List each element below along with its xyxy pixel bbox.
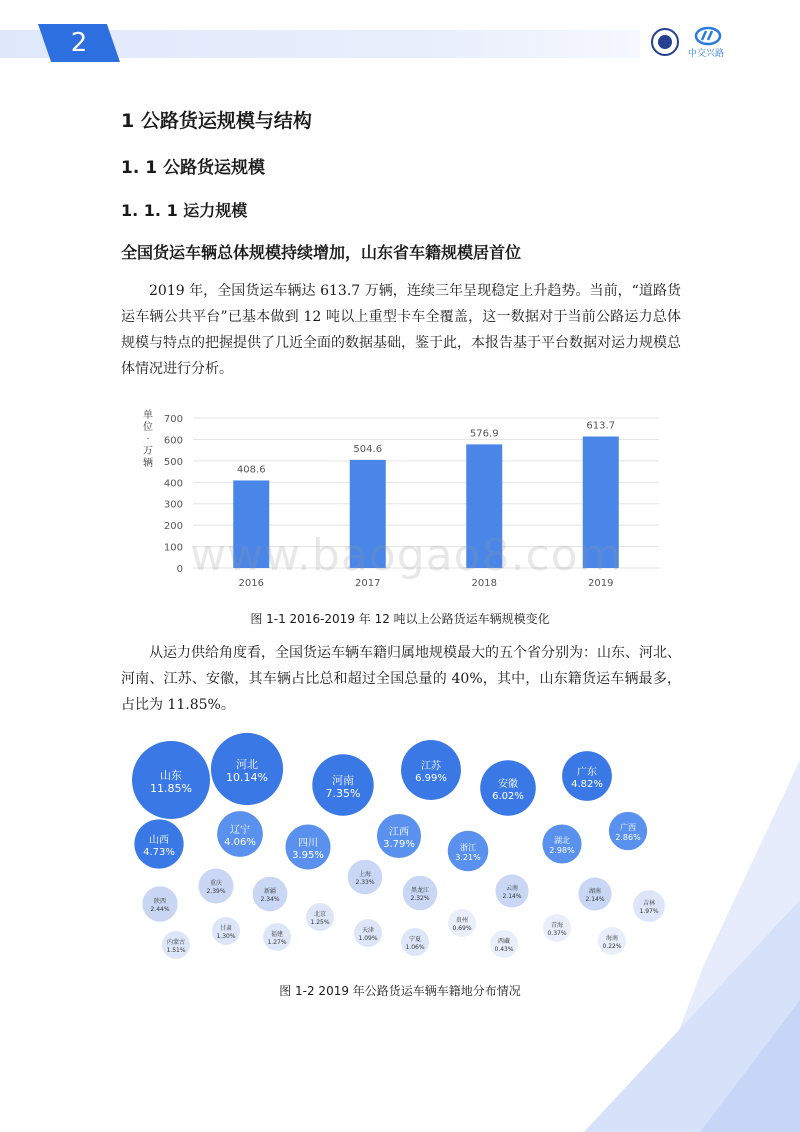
bubble-value: 2.44%: [150, 906, 170, 913]
emblem-logo: [651, 28, 679, 56]
bubble-value: 7.35%: [325, 787, 361, 800]
data-label: 408.6: [236, 464, 266, 476]
bubble-value: 0.37%: [547, 930, 567, 937]
bubble-name: 山西: [149, 835, 169, 846]
bubble-value: 1.97%: [639, 908, 659, 915]
bubble-value: 3.79%: [383, 839, 415, 850]
figure-caption-1: 图 1-1 2016-2019 年 12 吨以上公路货运车辆规模变化: [250, 612, 550, 626]
y-axis-label: 万: [143, 446, 153, 457]
y-tick-label: 400: [163, 478, 183, 490]
bubble-name: 山东: [160, 769, 182, 782]
province-bubble-chart: [121, 732, 681, 972]
bubble-name: 西藏: [497, 938, 511, 945]
y-tick-label: 100: [163, 542, 183, 554]
bubble-name: 宁夏: [408, 936, 422, 943]
bubble-value: 1.30%: [216, 933, 236, 940]
bubble-value: 1.09%: [358, 935, 378, 942]
bubble-value: 0.69%: [452, 925, 472, 932]
bubble-name: 内蒙古: [166, 939, 186, 946]
y-axis-label: 单: [143, 410, 153, 421]
body-paragraph-2: 从运力供给角度看，全国货运车辆车籍归属地规模最大的五个省分别为：山东、河北、河南、江苏、安徽，其车辆占比总和超过全国总量的 40%，其中，山东籍货运车辆最多，占比为 11.85%。: [121, 645, 681, 713]
bubble-name: 重庆: [209, 880, 223, 887]
subsection-heading: 1. 1 公路货运规模: [121, 158, 265, 178]
x-tick-label: 2019: [588, 578, 614, 589]
bubble-value: 2.86%: [615, 833, 641, 842]
bubble-name: 新疆: [263, 888, 277, 895]
bubble-value: 2.32%: [410, 895, 430, 902]
y-axis-label: ·: [146, 434, 150, 445]
bubble-value: 6.02%: [492, 791, 524, 802]
bubble-name: 青海: [550, 922, 564, 929]
bubble-name: 江苏: [421, 761, 441, 772]
y-tick-label: 500: [163, 456, 183, 468]
bubble-name: 湖南: [588, 888, 602, 895]
bubble-value: 3.95%: [292, 850, 324, 861]
bubble-name: 北京: [313, 911, 327, 918]
bubble-value: 0.43%: [494, 946, 514, 953]
bubble-value: 1.27%: [267, 939, 287, 946]
body-paragraph-1: 2019 年，全国货运车辆达 613.7 万辆，连续三年呈现稳定上升趋势。当前，“道路货运车辆公共平台”已基本做到 12 吨以上重型卡车全覆盖，这一数据对于当前公路运力总体规模与特点的把握提供了几近全面的数据基础，鉴于此，本报告基于平台数据对运力规模总体情况进行分析。: [121, 283, 681, 377]
y-axis-label: 位: [143, 422, 153, 433]
y-tick-label: 700: [163, 414, 183, 425]
bubble-value: 4.06%: [224, 837, 256, 848]
y-tick-label: 600: [163, 435, 183, 447]
bubble-name: 吉林: [642, 900, 656, 907]
bubble-value: 4.82%: [571, 779, 603, 790]
data-label: 504.6: [353, 443, 383, 455]
data-label: 613.7: [586, 420, 616, 432]
bubble-value: 1.51%: [166, 947, 186, 954]
bubble-value: 2.98%: [549, 846, 575, 855]
topic-heading: 全国货运车辆总体规模持续增加，山东省车籍规模居首位: [121, 243, 522, 262]
watermark: www.baogao8.com: [190, 530, 623, 581]
bubble-name: 上海: [358, 871, 372, 878]
section-heading: 1 公路货运规模与结构: [121, 110, 312, 132]
bubble-name: 江西: [389, 827, 409, 838]
x-tick-label: 2018: [471, 578, 497, 589]
bubble-name: 甘肃: [219, 925, 233, 932]
bubble-name: 黑龙江: [410, 887, 430, 894]
bubble-name: 河南: [332, 774, 354, 787]
bubble-value: 1.25%: [310, 919, 330, 926]
y-axis-label: 辆: [143, 458, 153, 469]
y-tick-label: 0: [176, 564, 183, 575]
bubble-value: 2.39%: [206, 888, 226, 895]
bubble-name: 福建: [270, 931, 284, 938]
y-tick-label: 300: [163, 499, 183, 511]
company-logo-text: 中交兴路: [688, 49, 725, 59]
bubble-name: 陕西: [153, 898, 167, 905]
bubble-value: 11.85%: [150, 782, 192, 795]
data-label: 576.9: [469, 428, 499, 440]
bubble-name: 辽宁: [230, 825, 250, 836]
subsubsection-heading: 1. 1. 1 运力规模: [121, 201, 248, 220]
bubble-name: 安徽: [498, 779, 518, 790]
x-tick-label: 2017: [355, 578, 381, 589]
bubble-value: 2.14%: [585, 896, 605, 903]
bubble-value: 4.73%: [143, 847, 175, 858]
bubble-name: 广西: [620, 823, 636, 832]
bubble-name: 贵州: [455, 917, 469, 924]
bubble-name: 湖北: [554, 836, 570, 845]
bubble-value: 2.33%: [355, 879, 375, 886]
bubble-value: 10.14%: [226, 771, 268, 784]
bubble-name: 天津: [361, 927, 375, 934]
bubble-value: 2.34%: [260, 896, 280, 903]
bubble-name: 四川: [298, 838, 318, 849]
y-tick-label: 200: [163, 521, 183, 533]
bubble-value: 1.06%: [405, 944, 425, 951]
bubble-value: 6.99%: [415, 773, 447, 784]
bubble-value: 3.21%: [455, 853, 481, 862]
bubble-name: 广东: [577, 767, 597, 778]
chapter-number: 2: [70, 28, 88, 58]
x-tick-label: 2016: [238, 578, 264, 589]
company-logo-icon: [694, 26, 722, 46]
bubble-value: 0.22%: [602, 943, 622, 950]
bubble-name: 浙江: [460, 843, 476, 852]
bubble-name: 河北: [236, 758, 258, 771]
bubble-value: 2.14%: [502, 893, 522, 900]
bubble-name: 云南: [505, 885, 519, 892]
figure-caption-2: 图 1-2 2019 年公路货运车辆车籍地分布情况: [279, 984, 521, 998]
bubble-name: 海南: [605, 935, 619, 942]
